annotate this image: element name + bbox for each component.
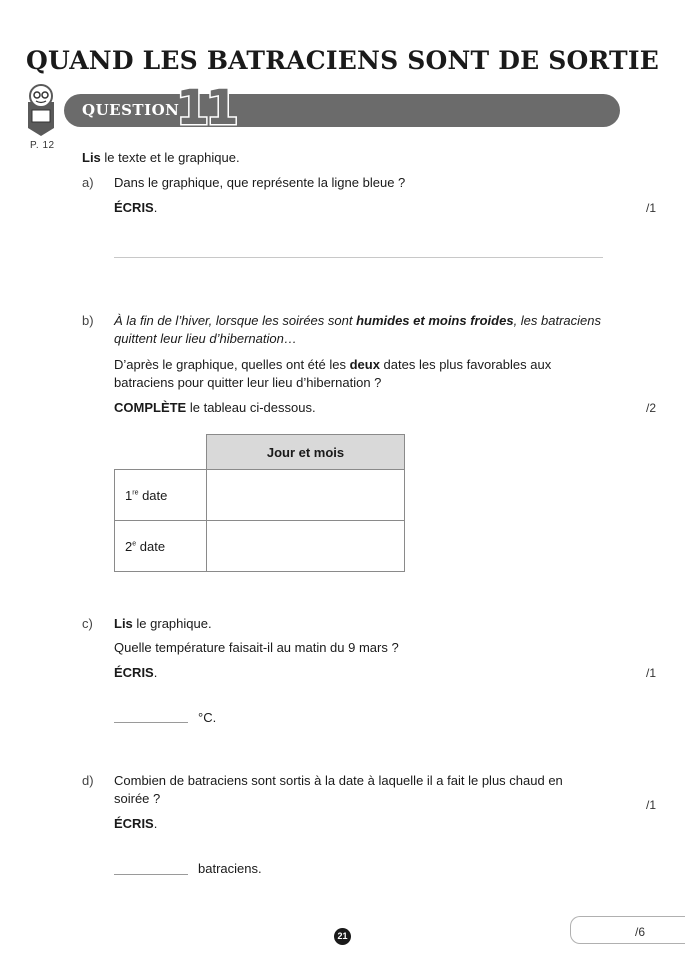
item-a-answer-line[interactable] <box>114 257 603 258</box>
item-a-instruction <box>114 199 157 217</box>
page-reference: P. 12 <box>30 140 55 151</box>
page-title: QUAND LES BATRACIENS SONT DE SORTIE <box>26 46 659 75</box>
intro-text: le texte et le graphique. <box>100 150 240 165</box>
row2-text: date <box>136 538 166 554</box>
item-d-unit: batraciens. <box>198 861 262 876</box>
item-b-question-bold: deux <box>349 357 380 372</box>
item-b-quote-part2: , les batraciens <box>513 313 601 328</box>
item-c-instruction <box>114 615 212 633</box>
item-c-verb: Lis <box>114 616 133 631</box>
item-a-score: /1 <box>646 201 657 215</box>
row1-text: date <box>138 487 168 503</box>
item-d-question-line1: Combien de batraciens sont sortis à la date à laquelle il a fait le plus chaud en <box>114 773 563 788</box>
table-header-row <box>115 435 405 470</box>
item-b-verb: COMPLÈTE <box>114 400 187 415</box>
item-a-verb-end: . <box>153 200 158 215</box>
item-b-question-part3: batraciens pour quitter leur lieu d’hibernation ? <box>114 375 382 390</box>
mascot-icon <box>20 82 62 138</box>
item-b-quote-bold: humides et moins froides <box>356 313 514 328</box>
item-c-score: /1 <box>646 666 657 680</box>
table-row <box>115 470 405 521</box>
item-d-letter: d) <box>82 773 94 788</box>
table-row <box>115 521 405 572</box>
item-d-instruction <box>114 815 157 833</box>
item-c-letter: c) <box>82 616 93 631</box>
item-b-instruction <box>114 399 316 417</box>
item-b-verb-rest: le tableau ci-dessous. <box>186 400 316 415</box>
row2-suffix: e <box>132 540 137 548</box>
item-b-letter: b) <box>82 313 94 328</box>
table-row-label-2 <box>115 521 207 572</box>
item-d-verb: ÉCRIS <box>114 816 154 831</box>
table-answer-cell-2[interactable] <box>207 521 405 572</box>
item-b-question-part2: dates les plus favorables aux <box>379 357 552 372</box>
intro-verb: Lis <box>82 150 101 165</box>
item-a-verb: ÉCRIS <box>114 200 154 215</box>
row1-number: 1 <box>125 487 133 503</box>
item-c-question: Quelle température faisait-il au matin du 9 mars ? <box>114 640 399 655</box>
item-c-verb2: ÉCRIS <box>114 665 154 680</box>
item-d-answer-blank[interactable] <box>114 874 188 875</box>
item-b-quote-part3: quittent leur lieu d’hibernation… <box>114 331 297 346</box>
total-score: /6 <box>635 925 646 939</box>
item-b-question-part1: D’après le graphique, quelles ont été les <box>114 357 350 372</box>
item-d-score: /1 <box>646 798 657 812</box>
table-row-label-1 <box>115 470 207 521</box>
item-a-question: Dans le graphique, que représente la ligne bleue ? <box>114 175 406 190</box>
question-label: QUESTION <box>82 101 180 119</box>
row2-number: 2 <box>125 538 133 554</box>
total-score-box <box>570 916 685 944</box>
item-b-quote <box>114 312 604 348</box>
answer-table <box>114 434 405 572</box>
item-c-verb-rest: le graphique. <box>132 616 212 631</box>
table-header: Jour et mois <box>207 435 405 470</box>
item-c-unit: °C. <box>198 710 217 725</box>
item-d-question <box>114 772 604 808</box>
item-c-answer-blank[interactable] <box>114 722 188 723</box>
item-d-question-line2: soirée ? <box>114 791 161 806</box>
page-number-badge: 21 <box>334 928 351 945</box>
question-number: 11 <box>176 80 235 136</box>
item-a-letter: a) <box>82 175 94 190</box>
table-answer-cell-1[interactable] <box>207 470 405 521</box>
item-b-question <box>114 356 604 392</box>
intro-instruction <box>82 149 240 167</box>
item-c-verb2-end: . <box>153 665 158 680</box>
item-b-score: /2 <box>646 401 657 415</box>
item-c-write <box>114 664 157 682</box>
table-corner <box>115 435 207 470</box>
row1-suffix: re <box>132 489 139 497</box>
item-d-verb-end: . <box>153 816 158 831</box>
item-b-quote-part1: À la fin de l’hiver, lorsque les soirées sont <box>114 313 357 328</box>
